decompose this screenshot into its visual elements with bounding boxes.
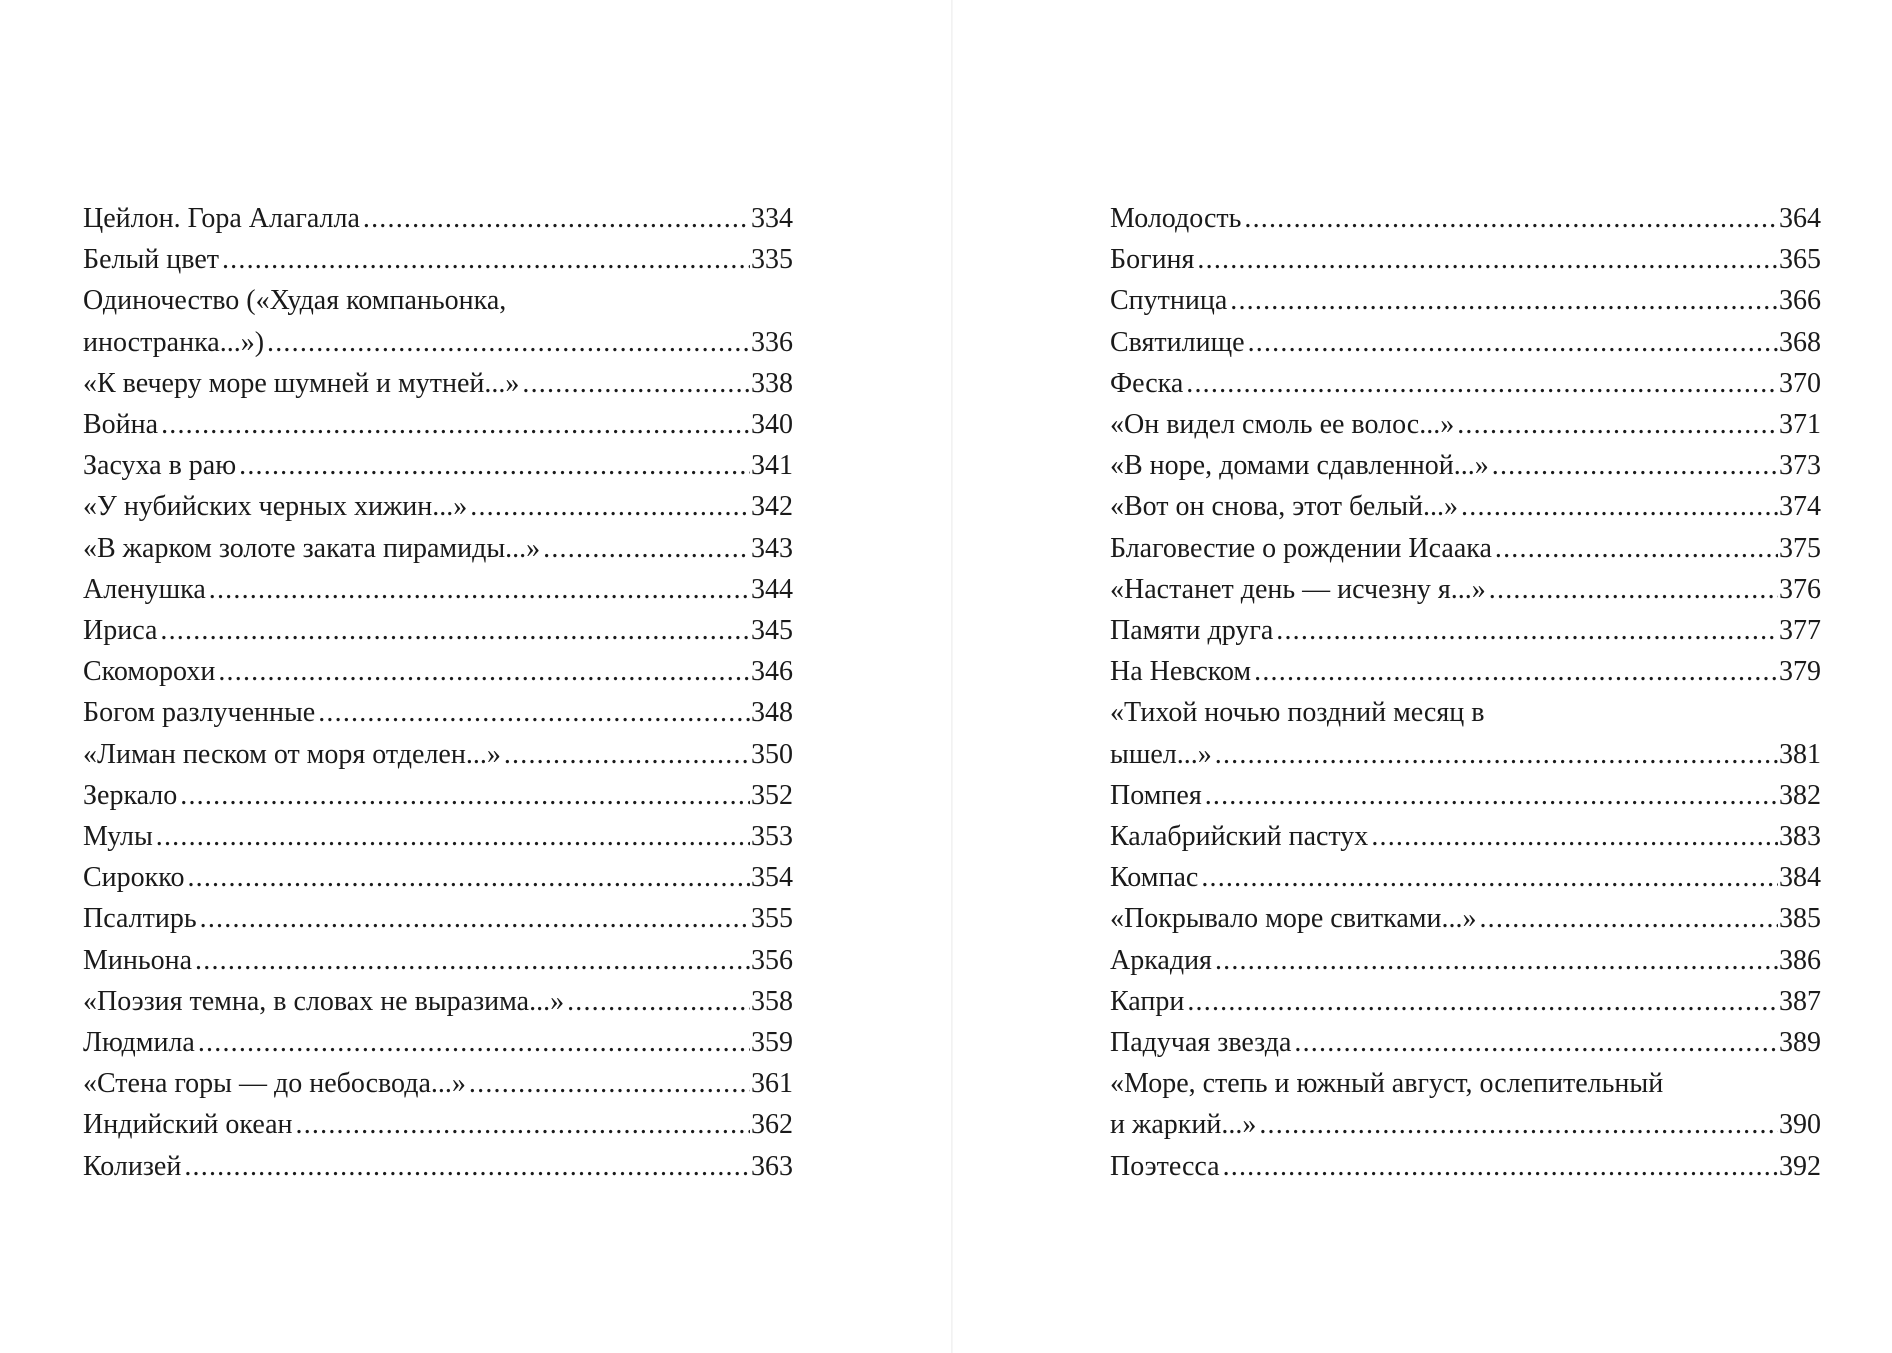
toc-entry-title: Миньона: [83, 944, 193, 976]
toc-entry: [83, 1104, 793, 1145]
toc-entry-page-number: 338: [751, 367, 793, 399]
toc-entry: [83, 1146, 793, 1187]
toc-entry-title: «Лиман песком от моря отделен...»: [83, 738, 501, 770]
toc-entry-page-number: 366: [1779, 285, 1821, 317]
toc-entry-line: [83, 198, 793, 239]
toc-entry-page-number: 382: [1779, 779, 1821, 811]
toc-entry-title: Калабрийский пастух: [1110, 821, 1369, 853]
toc-entry-page-number: 375: [1779, 532, 1821, 564]
toc-entry-line: [1110, 198, 1821, 239]
toc-entry-title: Засуха в раю: [83, 450, 237, 482]
toc-entry-title: Людмила: [83, 1027, 195, 1059]
toc-entry-page-number: 361: [751, 1068, 793, 1100]
dot-leader: [1489, 569, 1778, 610]
toc-entry-page-number: 344: [751, 573, 793, 605]
toc-entry-line: [83, 528, 793, 569]
toc-entry-page-number: 385: [1779, 903, 1821, 935]
toc-entry-page-number: 368: [1779, 326, 1821, 358]
dot-leader: [1230, 280, 1778, 321]
toc-entry-title: Сирокко: [83, 862, 185, 894]
toc-entry-title: Спутница: [1110, 285, 1228, 317]
toc-entry-page-number: 356: [751, 944, 793, 976]
toc-entry: [83, 651, 793, 692]
toc-entry-page-number: 373: [1779, 450, 1821, 482]
toc-entry-page-number: 370: [1779, 367, 1821, 399]
dot-leader: [222, 239, 750, 280]
toc-entry-line: [1110, 280, 1821, 321]
toc-entry-page-number: 374: [1779, 491, 1821, 523]
toc-entry: [83, 1022, 793, 1063]
toc-entry: [83, 280, 793, 362]
toc-entry-line: [83, 1022, 793, 1063]
toc-entry-title: Молодость: [1110, 203, 1242, 234]
toc-entry-page-number: 386: [1779, 944, 1821, 976]
toc-entry-page-number: 350: [751, 738, 793, 770]
dot-leader: [161, 404, 750, 445]
toc-entry-page-number: 390: [1779, 1109, 1821, 1141]
toc-entry-title: Псалтирь: [83, 903, 197, 935]
dot-leader: [543, 528, 750, 569]
toc-entry-title: Аркадия: [1110, 944, 1212, 976]
toc-entry: [1110, 816, 1821, 857]
toc-entry-line: [1110, 734, 1821, 775]
toc-entry-page-number: 342: [751, 491, 793, 523]
toc-entry: [83, 940, 793, 981]
toc-entry-page-number: 377: [1779, 615, 1821, 647]
toc-entry-title: Святилище: [1110, 326, 1245, 358]
toc-entry-page-number: 353: [751, 821, 793, 853]
toc-entry-page-number: 384: [1779, 862, 1821, 894]
toc-entry-title: Богом разлученные: [83, 697, 316, 729]
toc-entry-title: Компас: [1110, 862, 1199, 894]
dot-leader: [1254, 651, 1778, 692]
dot-leader: [184, 1146, 750, 1187]
toc-entry-line: [83, 1146, 793, 1187]
toc-entry-page-number: 355: [751, 903, 793, 935]
toc-entry: [1110, 610, 1821, 651]
toc-entry-line: [83, 734, 793, 775]
toc-entry-title: Война: [83, 409, 159, 441]
dot-leader: [1259, 1104, 1778, 1145]
toc-entry: [1110, 898, 1821, 939]
toc-entry-line: [83, 857, 793, 898]
toc-entry: [1110, 569, 1821, 610]
toc-entry-page-number: 379: [1779, 656, 1821, 688]
toc-entry-line: [83, 363, 793, 404]
toc-entry-title: Благовестие о рождении Исаака: [1110, 532, 1492, 564]
dot-leader: [209, 569, 750, 610]
dot-leader: [1495, 528, 1778, 569]
toc-entry-title: Аленушка: [83, 573, 206, 605]
toc-entry-line: [1110, 940, 1821, 981]
toc-entry-page-number: 335: [751, 244, 793, 276]
dot-leader: [363, 198, 750, 239]
toc-entry-title: Индийский океан: [83, 1109, 293, 1141]
dot-leader: [1223, 1146, 1778, 1187]
toc-entry-page-number: 363: [751, 1150, 793, 1182]
toc-entry-line: [1110, 569, 1821, 610]
dot-leader: [239, 445, 750, 486]
dot-leader: [156, 816, 750, 857]
dot-leader: [1215, 734, 1778, 775]
toc-entry: [1110, 1063, 1821, 1145]
dot-leader: [1248, 322, 1778, 363]
dot-leader: [470, 486, 750, 527]
toc-entry-line: [83, 569, 793, 610]
toc-entry-title: Ириса: [83, 615, 158, 647]
toc-entry: [83, 239, 793, 280]
toc-entry: [1110, 775, 1821, 816]
dot-leader: [1492, 445, 1778, 486]
toc-entry: [83, 857, 793, 898]
toc-entry-title: «Вот он снова, этот белый...»: [1110, 491, 1459, 523]
toc-entry: [1110, 1022, 1821, 1063]
toc-entry-page-number: 336: [751, 326, 793, 358]
dot-leader: [200, 898, 750, 939]
toc-entry: [83, 363, 793, 404]
toc-entry-page-number: 371: [1779, 409, 1821, 441]
toc-entry: [83, 404, 793, 445]
toc-entry-title: иностранка...»): [83, 326, 265, 358]
toc-entry: [83, 1063, 793, 1104]
toc-entry: [1110, 1146, 1821, 1187]
toc-entry-line: [83, 610, 793, 651]
toc-entry: [1110, 280, 1821, 321]
toc-entry: [83, 486, 793, 527]
toc-entry-title: «В норе, домами сдавленной...»: [1110, 450, 1489, 482]
dot-leader: [1294, 1022, 1778, 1063]
toc-entry-line: [1110, 981, 1821, 1022]
dot-leader: [1186, 363, 1778, 404]
toc-entry-line: [1110, 1104, 1821, 1145]
toc-entry-title: «У нубийских черных хижин...»: [83, 491, 468, 523]
toc-entry-page-number: 383: [1779, 821, 1821, 853]
toc-entry-page-number: 362: [751, 1109, 793, 1141]
toc-entry-line: [1110, 775, 1821, 816]
toc-entry-title: «Стена горы — до небосвода...»: [83, 1068, 466, 1100]
toc-entry-page-number: 387: [1779, 985, 1821, 1017]
dot-leader: [198, 1022, 750, 1063]
toc-entry-line: [83, 404, 793, 445]
toc-entry-title: Колизей: [83, 1150, 182, 1182]
dot-leader: [1479, 898, 1778, 939]
toc-entry: [1110, 940, 1821, 981]
toc-entry-title-first-line: «Тихой ночью поздний месяц в: [1110, 697, 1485, 729]
dot-leader: [504, 734, 750, 775]
toc-entry: [83, 610, 793, 651]
toc-entry: [83, 569, 793, 610]
toc-entry: [1110, 692, 1821, 774]
toc-entry: [1110, 651, 1821, 692]
toc-entry-line: [83, 898, 793, 939]
toc-entry: [1110, 322, 1821, 363]
toc-entry-title: Зеркало: [83, 779, 178, 811]
toc-entry-line: [1110, 404, 1821, 445]
toc-entry-title-first-line: «Море, степь и южный август, ослепительный: [1110, 1068, 1664, 1100]
toc-entry: [1110, 363, 1821, 404]
toc-entry-line: [83, 775, 793, 816]
dot-leader: [160, 610, 750, 651]
toc-entry-title: Богиня: [1110, 244, 1195, 276]
toc-entry-line: [1110, 239, 1821, 280]
toc-entry-line: [1110, 651, 1821, 692]
toc-entry-line: [83, 981, 793, 1022]
toc-entry-title: «Настанет день — исчезну я...»: [1110, 573, 1486, 605]
toc-entry: [1110, 404, 1821, 445]
dot-leader: [469, 1063, 750, 1104]
toc-entry-line: [83, 940, 793, 981]
toc-entry: [83, 734, 793, 775]
dot-leader: [318, 692, 750, 733]
toc-entry-line: [83, 651, 793, 692]
toc-entry-title: ышел...»: [1110, 738, 1212, 770]
toc-entry: [1110, 981, 1821, 1022]
toc-entry: [1110, 239, 1821, 280]
toc-entry-line: [83, 486, 793, 527]
toc-entry-page-number: 364: [1779, 203, 1821, 234]
dot-leader: [1201, 857, 1778, 898]
toc-entry-line: [1110, 816, 1821, 857]
dot-leader: [1457, 404, 1778, 445]
toc-entry: [83, 775, 793, 816]
toc-entry-line: [83, 445, 793, 486]
toc-entry-title: «К вечеру море шумней и мутней...»: [83, 367, 520, 399]
toc-entry-page-number: 392: [1779, 1150, 1821, 1182]
toc-entry-page-number: 354: [751, 862, 793, 894]
toc-entry-line: [83, 692, 793, 733]
dot-leader: [1276, 610, 1778, 651]
toc-entry-title: Цейлон. Гора Алагалла: [83, 203, 360, 234]
toc-entry-line: [83, 322, 793, 363]
toc-entry: [1110, 445, 1821, 486]
toc-entry: [83, 898, 793, 939]
toc-entry-title: Падучая звезда: [1110, 1027, 1292, 1059]
toc-entry-line: [1110, 610, 1821, 651]
dot-leader: [195, 940, 750, 981]
toc-entry-page-number: 376: [1779, 573, 1821, 605]
toc-entry-page-number: 348: [751, 697, 793, 729]
toc-entry-line: [83, 1063, 793, 1104]
toc-entry-title: Феска: [1110, 367, 1184, 399]
dot-leader: [567, 981, 750, 1022]
toc-entry-title: «Поэзия темна, в словах не выразима...»: [83, 985, 565, 1017]
toc-entry-page-number: 365: [1779, 244, 1821, 276]
toc-entry-page-number: 334: [751, 203, 793, 234]
toc-entry-page-number: 381: [1779, 738, 1821, 770]
toc-entry-line: [1110, 445, 1821, 486]
toc-entry: [1110, 857, 1821, 898]
toc-entry-page-number: 345: [751, 615, 793, 647]
dot-leader: [1371, 816, 1778, 857]
page-gutter: [951, 0, 953, 1353]
toc-entry: [83, 816, 793, 857]
toc-entry-line: [1110, 1146, 1821, 1187]
dot-leader: [218, 651, 750, 692]
right-page-toc: [1110, 198, 1821, 1187]
toc-entry: [1110, 528, 1821, 569]
toc-entry-line: [1110, 898, 1821, 939]
toc-entry: [83, 198, 793, 239]
toc-entry-title: Памяти друга: [1110, 615, 1274, 647]
toc-entry-line: [1110, 1022, 1821, 1063]
toc-entry-title: Капри: [1110, 985, 1185, 1017]
toc-entry-line: [1110, 322, 1821, 363]
toc-entry: [1110, 486, 1821, 527]
toc-entry-title: Белый цвет: [83, 244, 219, 276]
toc-entry-title: На Невском: [1110, 656, 1252, 688]
toc-entry-title: «Покрывало море свитками...»: [1110, 903, 1477, 935]
toc-entry-title: Мулы: [83, 821, 153, 853]
dot-leader: [1244, 198, 1778, 239]
toc-entry: [1110, 198, 1821, 239]
toc-entry: [83, 445, 793, 486]
toc-entry-title: Поэтесса: [1110, 1150, 1220, 1182]
dot-leader: [267, 322, 750, 363]
toc-entry-page-number: 346: [751, 656, 793, 688]
dot-leader: [296, 1104, 750, 1145]
toc-entry-page-number: 341: [751, 450, 793, 482]
dot-leader: [1205, 775, 1778, 816]
dot-leader: [1461, 486, 1778, 527]
left-page-toc: [83, 198, 793, 1187]
toc-entry-line: [1110, 363, 1821, 404]
toc-entry-title: и жаркий...»: [1110, 1109, 1257, 1141]
toc-entry-page-number: 343: [751, 532, 793, 564]
toc-entry-line: [83, 239, 793, 280]
toc-entry-title: Помпея: [1110, 779, 1202, 811]
toc-entry-title-first-line: Одиночество («Худая компаньонка,: [83, 285, 507, 317]
toc-entry-line: [1110, 486, 1821, 527]
toc-entry-page-number: 389: [1779, 1027, 1821, 1059]
toc-entry-page-number: 359: [751, 1027, 793, 1059]
toc-entry-page-number: 340: [751, 409, 793, 441]
toc-entry-title: Скоморохи: [83, 656, 216, 688]
toc-entry-line: [83, 1104, 793, 1145]
toc-entry: [83, 981, 793, 1022]
dot-leader: [1187, 981, 1778, 1022]
toc-entry-line: [1110, 528, 1821, 569]
dot-leader: [522, 363, 750, 404]
toc-entry: [83, 692, 793, 733]
toc-entry-title: «В жарком золоте заката пирамиды...»: [83, 532, 541, 564]
dot-leader: [180, 775, 750, 816]
toc-entry-line: [83, 816, 793, 857]
dot-leader: [1197, 239, 1778, 280]
toc-entry-page-number: 358: [751, 985, 793, 1017]
toc-entry-title: «Он видел смоль ее волос...»: [1110, 409, 1455, 441]
dot-leader: [187, 857, 750, 898]
dot-leader: [1215, 940, 1778, 981]
toc-entry: [83, 528, 793, 569]
toc-entry-page-number: 352: [751, 779, 793, 811]
toc-entry-line: [1110, 857, 1821, 898]
